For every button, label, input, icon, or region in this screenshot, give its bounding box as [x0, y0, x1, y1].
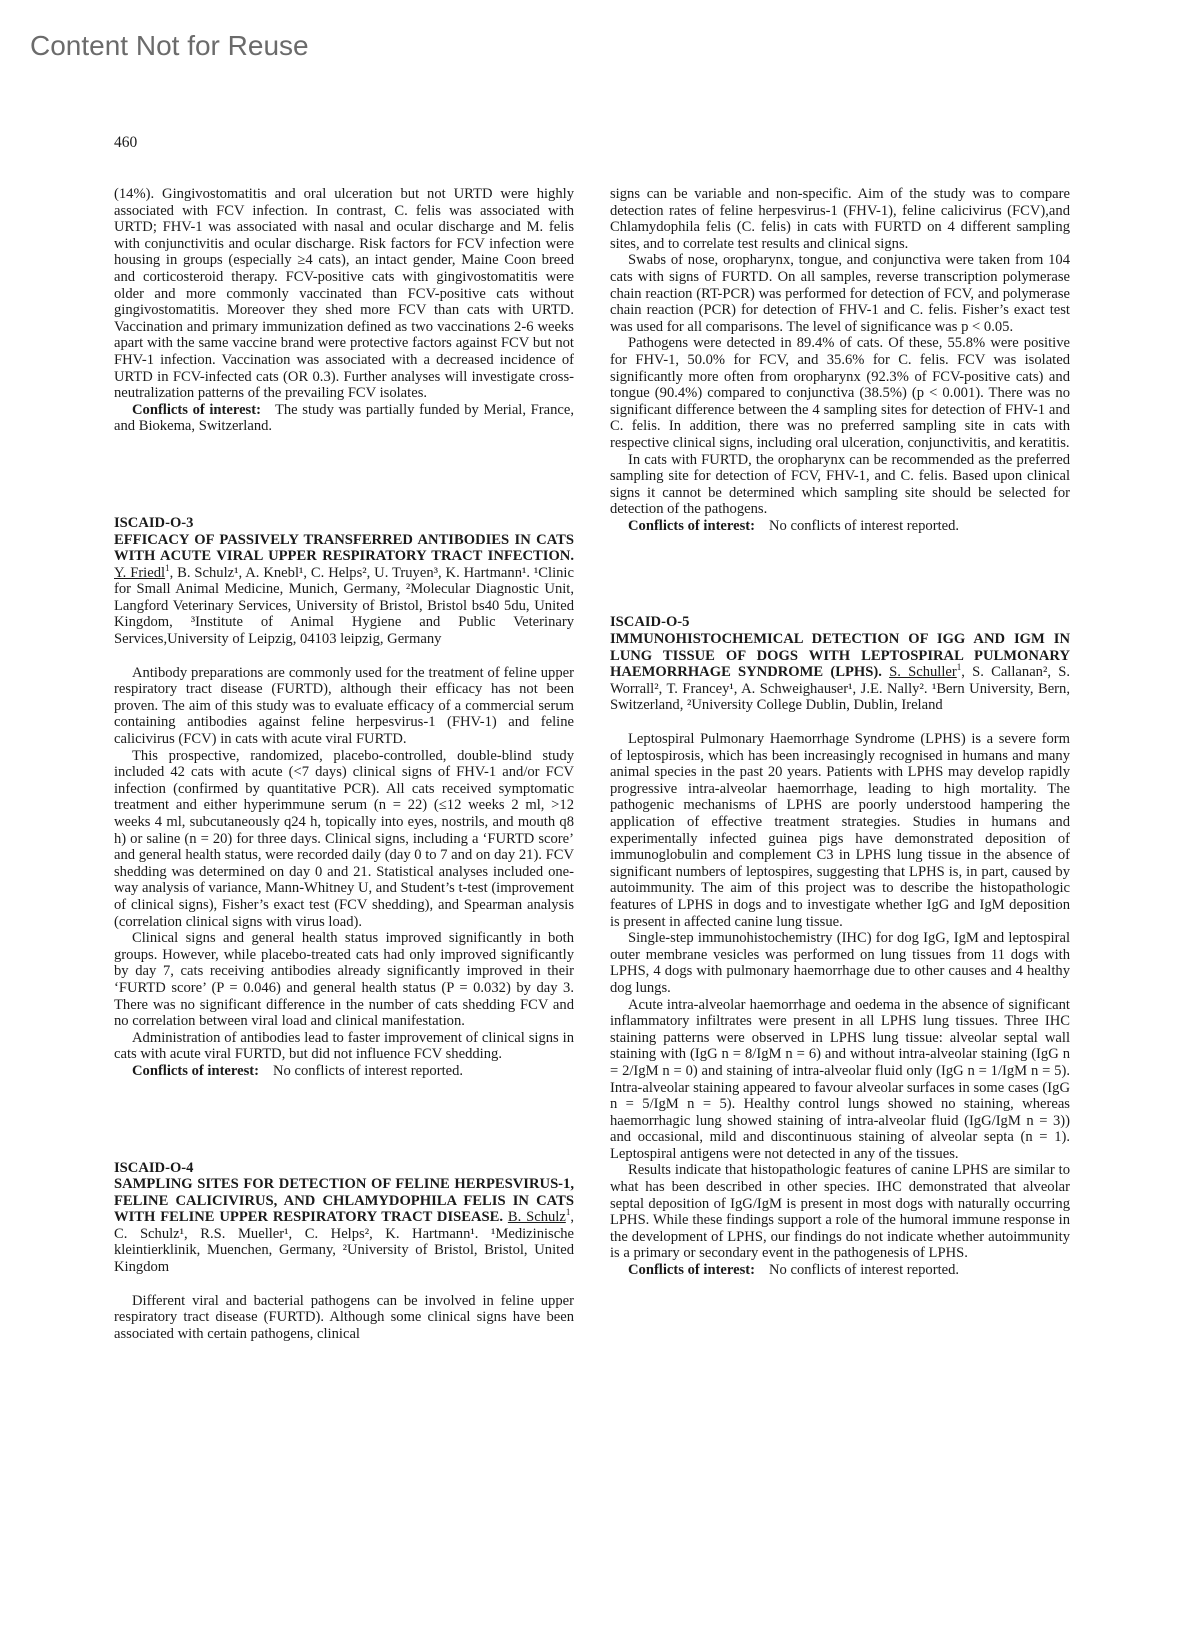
conflicts-text: No conflicts of interest reported.	[769, 1262, 960, 1279]
abstract-code: ISCAID-O-4	[114, 1159, 194, 1176]
body-paragraph: This prospective, randomized, placebo-controlled, double-blind study included 42 cats with acute (<7 days) clinical signs of FHV-1 and/or FCV infection (confirmed by quantitative PCR). All cats received symptomatic treatment and either hyperimmune serum (n = 22) (≤12 weeks 2 ml, >12 weeks 4 ml, subcutaneously q24 h, topically into eyes, nostrils, and mouth q8 h) or saline (n = 20) for three days. Clinical signs, including a ‘FURTD score’ and general health status, were recorded daily (day 0 to 7 and on day 21). FCV shedding was determined on day 0 and 21. Statistical analyses included one-way analysis of variance, Mann-Whitney U, and Student’s t-test (improvement of clinical signs), Fisher’s exact test (FCV shedding), and Spearman analysis (correlation clinical signs with virus load).	[114, 747, 574, 930]
affiliations: ¹Medizinische kleintierklinik, Muenchen, Germany, ²University of Bristol, Bristol, United Kingdom	[114, 1225, 574, 1276]
abstract-code: ISCAID-O-3	[114, 514, 194, 531]
conflicts-text: The study was partially funded by Merial, France, and Biokema, Switzerland.	[114, 401, 574, 435]
abstract-conflicts	[610, 1262, 1070, 1279]
author-list: , C. Schulz¹, R.S. Mueller¹, C. Helps², K. Hartmann¹.	[114, 1209, 574, 1242]
abstract-header: IMMUNOHISTOCHEMICAL DETECTION OF IGG AND IGM IN LUNG TISSUE OF DOGS WITH LEPTOSPIRAL PULMONARY HAEMORRHAGE SYNDROME (LPHS). S. Schuller$^1$, S. Callanan², S. Worrall², T. Francey¹, A. Schweighauser¹, J.E. Nally². ¹Bern University, Bern, Switzerland, ²University College Dublin, Dublin, Ireland	[610, 631, 1070, 714]
abstract-title: EFFICACY OF PASSIVELY TRANSFERRED ANTIBODIES IN CATS WITH ACUTE VIRAL UPPER RESPIRATORY TRACT INFECTION.	[114, 531, 574, 565]
continuation-paragraph: In cats with FURTD, the oropharynx can be recommended as the preferred sampling site for detection of FCV, FHV-1, and C. felis. Based upon clinical signs it cannot be determined which sampling site should be selected for detection of the pathogens.	[610, 451, 1070, 518]
abstract-body	[114, 665, 574, 1080]
body-paragraph: Single-step immunohistochemistry (IHC) for dog IgG, IgM and leptospiral outer membrane vesicles was performed on lung tissues from 11 dogs with LPHS, 4 dogs with pulmonary haemorrhage due to other causes and 4 healthy dog lungs.	[610, 930, 1070, 996]
left-column	[114, 186, 574, 1342]
body-paragraph: Leptospiral Pulmonary Haemorrhage Syndrome (LPHS) is a severe form of leptospirosis, which has been increasingly recognised in humans and many animal species in the past 20 years. Patients with LPHS may develop rapidly progressive intra-alveolar haemorrhage, leading to high mortality. The pathogenic mechanisms of LPHS are poorly understood hampering the application of effective treatment strategies. Studies in humans and experimentally infected guinea pigs have demonstrated deposition of immunoglobulin and complement C3 in LPHS lung tissue in the absence of significant numbers of leptospires, suggesting that LPHS is, in part, caused by autoimmunity. The aim of this project was to describe the histopathologic features of LPHS in dogs and to investigate whether IgG and IgM deposition is present in affected canine lung tissue.	[610, 731, 1070, 930]
continuation-paragraph: Pathogens were detected in 89.4% of cats. Of these, 55.8% were positive for FHV-1, 50.0% for FCV, and 35.6% for C. felis. FCV was isolated significantly more often from oropharynx (92.3% of FCV-positive cats) and tongue (90.4%) compared to conjunctiva (38.5%) (p < 0.001). There was no significant difference between the 4 sampling sites for detection of FHV-1 and C. felis. In addition, there was no preferred sampling site in cats with respective clinical signs, including oral ulceration, conjunctivitis, and keratitis.	[610, 335, 1070, 451]
abstract-body	[610, 731, 1070, 1279]
continuation-paragraph: (14%). Gingivostomatitis and oral ulceration but not URTD were highly associated with FCV infection. In contrast, C. felis was associated with URTD; FHV-1 was associated with nasal and ocular discharge and M. felis with conjunctivitis and ocular discharge. Risk factors for FCV infection were housing in groups (especially ≥4 cats), an intact gender, Maine Coon breed and corticosteroid therapy. FCV-positive cats with gingivostomatitis were older and more commonly vaccinated than FCV-positive cats without gingivostomatitis. Moreover they shed more FCV than cats with URTD. Vaccination and primary immunization defined as two vaccinations 2-6 weeks apart with the same vaccine brand were protective factors against FCV but not FHV-1 infection. Vaccination was associated with a decreased incidence of URTD in FCV-infected cats (OR 0.3). Further analyses will investigate cross-neutralization patterns of the prevailing FCV isolates.	[114, 186, 574, 402]
abstract-title: IMMUNOHISTOCHEMICAL DETECTION OF IGG AND IGM IN LUNG TISSUE OF DOGS WITH LEPTOSPIRAL PULMONARY HAEMORRHAGE SYNDROME (LPHS).	[610, 631, 1070, 681]
body-paragraph: Different viral and bacterial pathogens can be involved in feline upper respiratory tract disease (FURTD). Although some clinical signs have been associated with certain pathogens, clinical	[114, 1292, 574, 1342]
abstract-header: SAMPLING SITES FOR DETECTION OF FELINE HERPESVIRUS-1, FELINE CALICIVIRUS, AND CHLAMYDOPHILA FELIS IN CATS WITH FELINE UPPER RESPIRATORY TRACT DISEASE. B. Schulz$^1$, C. Schulz¹, R.S. Mueller¹, C. Helps², K. Hartmann¹. ¹Medizinische kleintierklinik, Muenchen, Germany, ²University of Bristol, Bristol, United Kingdom	[114, 1176, 574, 1276]
conflicts-label: Conflicts of interest:	[132, 1062, 259, 1079]
abstract-iscaid-o-3	[114, 515, 574, 1080]
right-column	[610, 186, 1070, 1279]
conflicts-text: No conflicts of interest reported.	[769, 517, 960, 534]
presenting-author: B. Schulz	[507, 1209, 566, 1226]
conflicts-label: Conflicts of interest:	[628, 1262, 755, 1279]
author-list: , B. Schulz¹, A. Knebl¹, C. Helps², U. Truyen³, K. Hartmann¹.	[169, 564, 531, 581]
conflicts-text: No conflicts of interest reported.	[273, 1062, 464, 1079]
watermark: Content Not for Reuse	[30, 30, 309, 61]
continuation-conflicts	[610, 518, 1070, 535]
body-paragraph: Antibody preparations are commonly used for the treatment of feline upper respiratory tract disease (FURTD), although their efficacy has not been proven. The aim of this study was to evaluate efficacy of a commercial serum containing antibodies against feline herpesvirus-1 (FHV-1) and feline calicivirus (FCV) in cats with acute viral FURTD.	[114, 664, 574, 748]
body-paragraph: Acute intra-alveolar haemorrhage and oedema in the absence of significant inflammatory infiltrates were present in all LPHS lung tissues. Three IHC staining patterns were observed in LPHS lung tissue: alveolar septal wall staining with (IgG n = 8/IgM n = 6) and without intra-alveolar staining (IgG n = 2/IgM n = 0) and staining of intra-alveolar fluid only (IgG n = 1/IgM n = 5). Intra-alveolar staining appeared to favour alveolar surfaces in some cases (IgG n = 5/IgM n = 5). Healthy control lungs showed no staining, whereas haemorrhagic lung showed staining of intra-alveolar fluid (IgG/IgM n = 3)) and occasional, mild and discontinuous staining of alveolar septa (n = 1). Leptospiral antigens were not detected in any of the tissues.	[610, 996, 1070, 1162]
continuation-paragraph: Swabs of nose, oropharynx, tongue, and conjunctiva were taken from 104 cats with signs of FURTD. On all samples, reverse transcription polymerase chain reaction (RT-PCR) was performed for detection of FCV, and polymerase chain reaction (PCR) for detection of FHV-1 and C. felis. Fisher’s exact test was used for all comparisons. The level of significance was p < 0.05.	[610, 252, 1070, 335]
body-paragraph: Clinical signs and general health status improved significantly in both groups. However, while placebo-treated cats had only improved significantly by day 7, cats receiving antibodies already significantly improved in their ‘FURTD score’ (P = 0.046) and general health status (P = 0.032) by day 3. There was no significant difference in the number of cats shedding FCV and no correlation between viral load and clinical manifestation.	[114, 930, 574, 1030]
conflicts-label: Conflicts of interest:	[628, 517, 755, 534]
continuation-paragraph: signs can be variable and non-specific. Aim of the study was to compare detection rates of feline herpesvirus-1 (FHV-1), feline calicivirus (FCV),and Chlamydophila felis (C. felis) in cats with FURTD on 4 different sampling sites, and to correlate test results and clinical signs.	[610, 186, 1070, 252]
page-number: 460	[114, 134, 138, 151]
abstract-title: SAMPLING SITES FOR DETECTION OF FELINE HERPESVIRUS-1, FELINE CALICIVIRUS, AND CHLAMYDOPHILA FELIS IN CATS WITH FELINE UPPER RESPIRATORY TRACT DISEASE.	[114, 1176, 574, 1226]
abstract-iscaid-o-4	[114, 1160, 574, 1343]
author-list: , S. Callanan², S. Worrall², T. Francey¹, A. Schweighauser¹, J.E. Nally².	[610, 664, 1070, 697]
abstract-iscaid-o-5	[610, 614, 1070, 1278]
presenting-author: S. Schuller	[889, 664, 957, 681]
body-paragraph: Results indicate that histopathologic features of canine LPHS are similar to what has been described in other species. IHC demonstrated that alveolar septal deposition of IgG/IgM is present in most dogs with naturally occurring LPHS. While these findings support a role of the humoral immune response in the development of LPHS, our findings do not indicate whether autoimmunity is a primary or secondary event in the pathogenesis of LPHS.	[610, 1162, 1070, 1262]
abstract-header: EFFICACY OF PASSIVELY TRANSFERRED ANTIBODIES IN CATS WITH ACUTE VIRAL UPPER RESPIRATORY TRACT INFECTION. Y. Friedl$^1$, B. Schulz¹, A. Knebl¹, C. Helps², U. Truyen³, K. Hartmann¹. ¹Clinic for Small Animal Medicine, Munich, Germany, ²Molecular Diagnostic Unit, Langford Veterinary Services, University of Bristol, Bristol bs40 5du, United Kingdom, ³Institute of Animal Hygiene and Public Veterinary Services,University of Leipzig, 04103 leipzig, Germany	[114, 531, 574, 648]
abstract-body	[114, 1293, 574, 1343]
body-paragraph: Administration of antibodies lead to faster improvement of clinical signs in cats with acute viral FURTD, but did not influence FCV shedding.	[114, 1029, 574, 1063]
presenting-author: Y. Friedl	[114, 564, 166, 581]
abstract-conflicts	[114, 1063, 574, 1080]
affiliations: ¹Bern University, Bern, Switzerland, ²University College Dublin, Dublin, Ireland	[610, 680, 1070, 714]
continuation-conflicts	[114, 402, 574, 435]
abstract-code: ISCAID-O-5	[610, 614, 690, 631]
affiliations: ¹Clinic for Small Animal Medicine, Munich, Germany, ²Molecular Diagnostic Unit, Langford Veterinary Services, University of Bristol, Bristol bs40 5du, United Kingdom, ³Institute of Animal Hygiene and Public Veterinary Services,University of Leipzig, 04103 leipzig, Germany	[114, 564, 574, 648]
conflicts-label: Conflicts of interest:	[132, 401, 261, 418]
